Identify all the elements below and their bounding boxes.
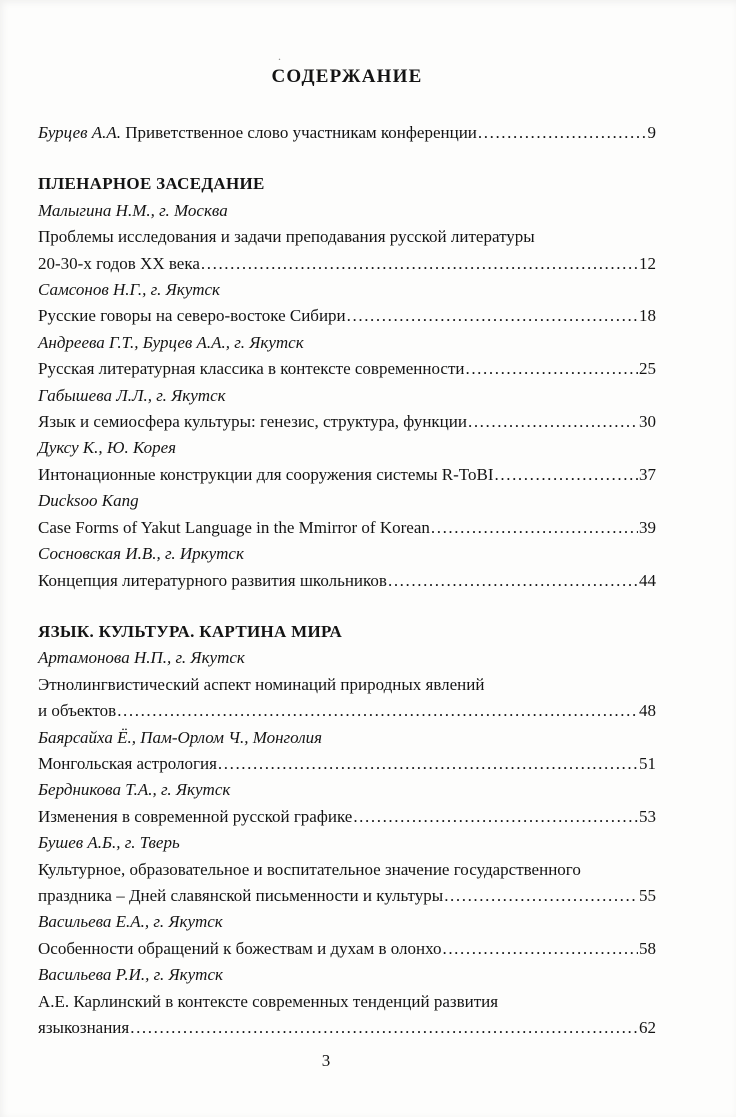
line-text: Артамонова Н.П., г. Якутск [38, 648, 245, 668]
author-line [38, 277, 656, 303]
page-title: СОДЕРЖАНИЕ [271, 66, 423, 87]
line-text: Баярсайха Ё., Пам-Орлом Ч., Монголия [38, 727, 323, 747]
line-text: Концепция литературного развития школьников [38, 570, 387, 590]
line-text: Проблемы исследования и задачи преподавания русской литературы [38, 227, 535, 247]
page-number: 3 [321, 1051, 331, 1070]
toc-entry [38, 568, 656, 594]
toc-entry [38, 251, 656, 277]
line-text: и объектов [38, 701, 117, 721]
line-text: Самсонов Н.Г., г. Якутск [38, 280, 221, 300]
author-line [38, 725, 656, 751]
author-line [38, 909, 656, 935]
page-ref: 12 [639, 253, 656, 273]
line-text: Андреева Г.Т., Бурцев А.А., г. Якутск [38, 332, 304, 352]
line-text: Васильева Е.А., г. Якутск [38, 912, 223, 932]
line-text: языкознания [38, 1018, 130, 1037]
scan-artifact-dot: . [278, 49, 281, 63]
toc-entry [38, 751, 656, 777]
toc-list [38, 120, 656, 1041]
line-text: Язык и семиосфера культуры: генезис, структура, функции [38, 412, 467, 432]
line-text: Этнолингвистический аспект номинаций природных явлений [38, 674, 485, 694]
page-ref: 58 [639, 938, 656, 958]
line-text: Интонационные конструкции для сооружения системы R-ToBI [38, 464, 494, 484]
author-line [38, 645, 656, 671]
dot-leader [431, 515, 638, 541]
line-text: Малыгина Н.М., г. Москва [38, 200, 228, 220]
author-line [38, 777, 656, 803]
line-text: Особенности обращений к божествам и духам в олонхо [38, 938, 442, 958]
page-ref: 51 [639, 753, 656, 773]
page-ref: 55 [639, 885, 656, 905]
entry-text-line [38, 672, 656, 698]
section-heading-text: ПЛЕНАРНОЕ ЗАСЕДАНИЕ [38, 174, 265, 194]
line-text: Case Forms of Yakut Language in the Mmirror of Korean [38, 517, 430, 537]
toc-entry [38, 120, 656, 146]
author-line [38, 383, 656, 409]
line-text: Приветственное слово участникам конференции [125, 123, 477, 142]
line-text: Бердникова Т.А., г. Якутск [38, 780, 231, 800]
page-ref: 53 [639, 806, 656, 826]
page-ref: 62 [639, 1018, 656, 1037]
line-text: Культурное, образовательное и воспитательное значение государственного [38, 859, 581, 879]
line-text: Васильева Р.И., г. Якутск [38, 965, 223, 985]
section-heading [38, 619, 656, 645]
author-line [38, 198, 656, 224]
entry-text-line [38, 857, 656, 883]
dot-leader [495, 462, 638, 488]
author-line [38, 830, 656, 856]
line-text: Сосновская И.В., г. Иркутск [38, 544, 244, 564]
dot-leader [468, 409, 638, 435]
entry-text-line [38, 989, 656, 1015]
toc-entry [38, 804, 656, 830]
toc-entry [38, 356, 656, 382]
dot-leader [117, 698, 638, 724]
dot-leader [347, 303, 638, 329]
page-ref: 30 [639, 412, 656, 432]
author-line [38, 541, 656, 567]
author-line [38, 488, 656, 514]
dot-leader [218, 751, 638, 777]
dot-leader [478, 120, 647, 146]
author-line [38, 962, 656, 988]
entry-text-line [38, 224, 656, 250]
toc-entry [38, 409, 656, 435]
page-ref: 37 [639, 464, 656, 484]
author-line [38, 330, 656, 356]
line-text: праздника – Дней славянской письменности и культуры [38, 885, 444, 905]
dot-leader [444, 883, 638, 909]
page-ref: 44 [639, 570, 656, 590]
dot-leader [353, 804, 638, 830]
section-heading-text: ЯЗЫК. КУЛЬТУРА. КАРТИНА МИРА [38, 621, 343, 641]
toc-entry [38, 303, 656, 329]
line-text: 20-30-х годов XX века [38, 253, 200, 273]
line-text: Ducksoo Kang [38, 491, 139, 511]
dot-leader [201, 251, 638, 277]
dot-leader [130, 1015, 638, 1041]
toc-entry [38, 462, 656, 488]
line-text: Русские говоры на северо-востоке Сибири [38, 306, 346, 326]
section-heading [38, 171, 656, 197]
toc-entry [38, 1015, 656, 1041]
line-text: Монгольская астрология [38, 753, 217, 773]
page-ref: 25 [639, 359, 656, 379]
line-text: Габышева Л.Л., г. Якутск [38, 385, 226, 405]
line-text: Русская литературная классика в контексте современности [38, 359, 465, 379]
line-text: Изменения в современной русской графике [38, 806, 353, 826]
dot-leader [442, 936, 638, 962]
line-text: Бушев А.Б., г. Тверь [38, 833, 180, 853]
dot-leader [465, 356, 638, 382]
toc-entry [38, 883, 656, 909]
page-ref: 9 [647, 123, 656, 142]
toc-entry [38, 698, 656, 724]
page-ref: 18 [639, 306, 656, 326]
dot-leader [388, 568, 638, 594]
line-text: А.Е. Карлинский в контексте современных тенденций развития [38, 991, 499, 1011]
toc-entry [38, 936, 656, 962]
toc-entry [38, 515, 656, 541]
page-ref: 39 [639, 517, 656, 537]
line-text: Дуксу К., Ю. Корея [38, 438, 177, 458]
author-name: Бурцев А.А. [38, 123, 122, 142]
author-line [38, 435, 656, 461]
page-ref: 48 [639, 701, 656, 721]
